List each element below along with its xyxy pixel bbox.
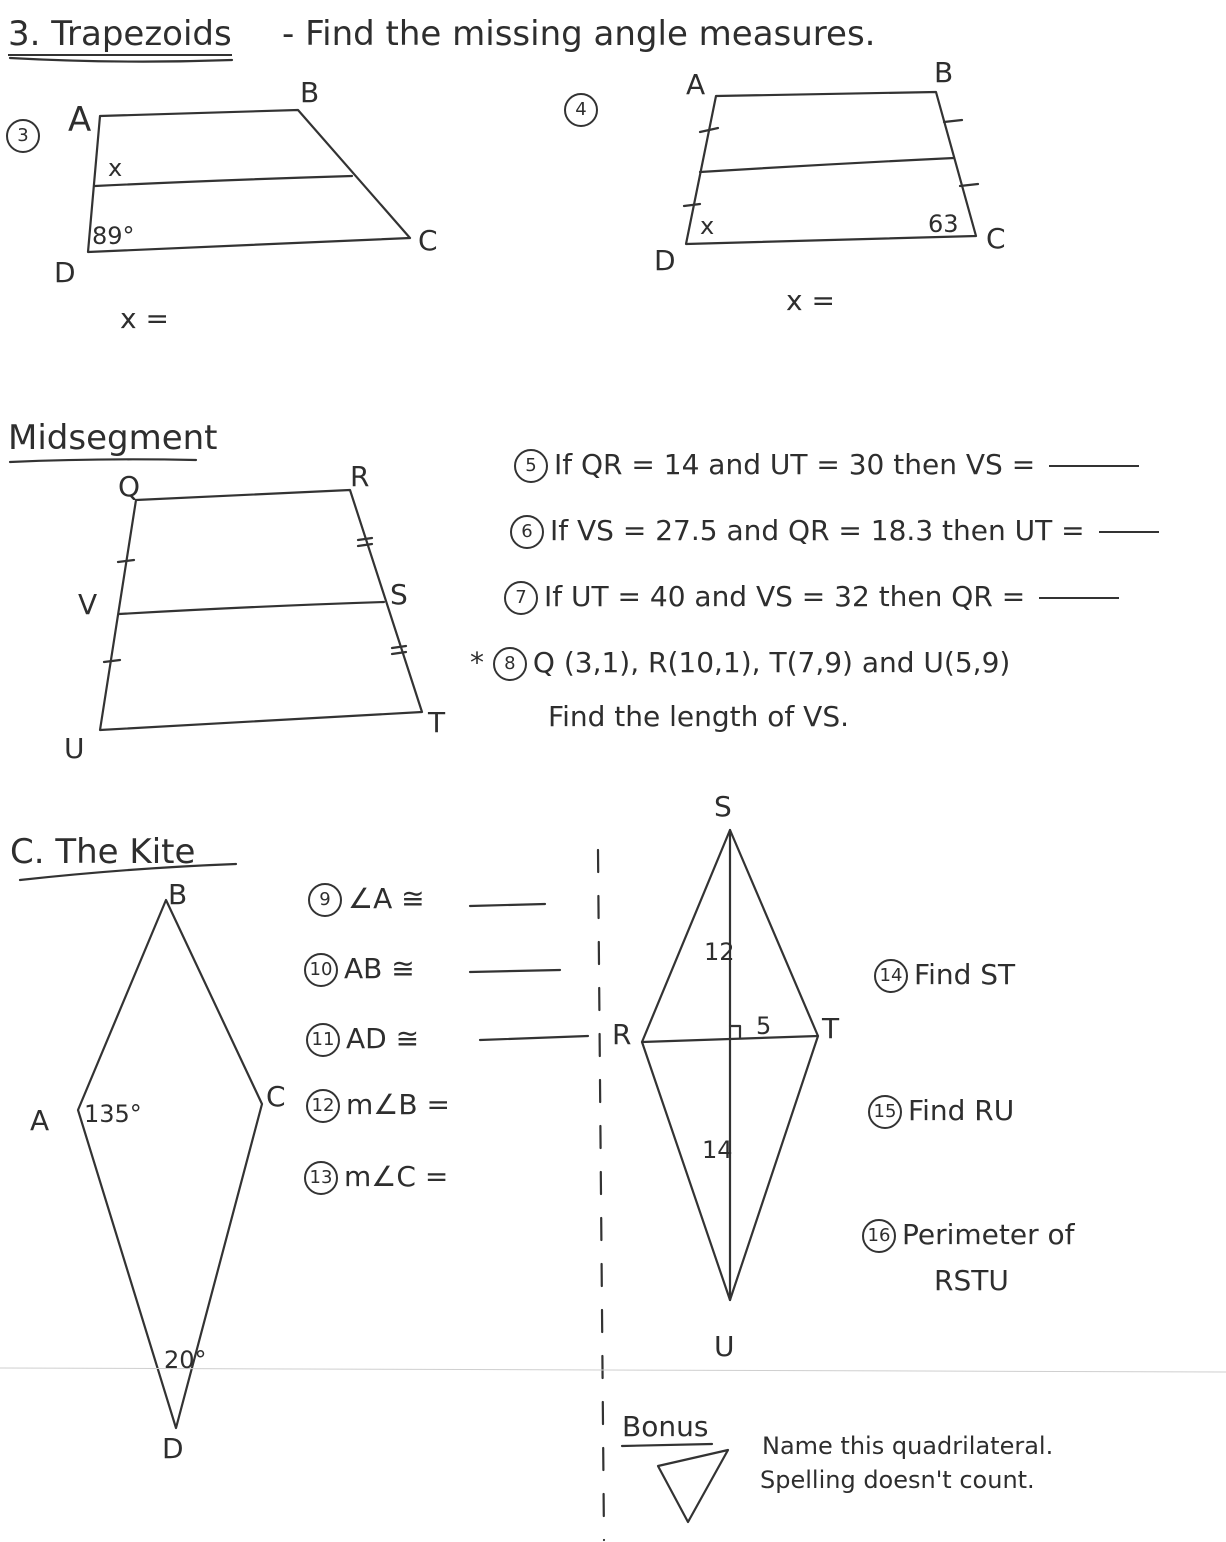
midsegment-label-v: V <box>78 588 98 621</box>
kite-label-c: C <box>266 1080 286 1113</box>
trapezoids-heading-underline <box>10 58 232 62</box>
trapezoid-3-label-b: B <box>300 76 320 109</box>
bonus-underline <box>622 1444 712 1446</box>
question-8-line-2: Find the length of VS. <box>548 700 849 733</box>
trapezoid-3-angle-x: x <box>108 154 123 182</box>
midsegment-label-s: S <box>390 578 408 611</box>
right-angle-mark <box>730 1026 740 1038</box>
bonus-line-1: Name this quadrilateral. <box>762 1432 1054 1460</box>
question-16: 16 Perimeter of <box>862 1218 1075 1253</box>
dashed-divider <box>598 850 604 1540</box>
kite-label-b: B <box>168 878 188 911</box>
problem-4-number: 4 <box>564 92 604 127</box>
bonus-line-2: Spelling doesn't count. <box>760 1466 1035 1494</box>
answer-blank-11 <box>480 1036 588 1040</box>
question-7: 7 If UT = 40 and VS = 32 then QR = <box>504 580 1119 615</box>
trapezoid-4-angle-x: x <box>700 212 715 240</box>
trapezoid-4-label-c: C <box>986 222 1006 255</box>
bonus-heading: Bonus <box>622 1410 709 1443</box>
trapezoid-3-label-d: D <box>54 256 76 289</box>
kite2-label-s: S <box>714 790 732 823</box>
kite2-label-r: R <box>612 1018 632 1051</box>
trapezoid-3-label-c: C <box>418 224 438 257</box>
midsegment-tick-marks <box>104 538 406 662</box>
bonus-shape <box>658 1450 728 1522</box>
trapezoid-3-angle-d: 89° <box>92 222 135 250</box>
kite-heading: C. The Kite <box>10 832 196 872</box>
midsegment-label-q: Q <box>118 470 141 503</box>
question-14: 14 Find ST <box>874 958 1015 993</box>
instruction-text: - Find the missing angle measures. <box>282 14 876 54</box>
kite-angle-a: 135° <box>84 1100 142 1128</box>
kite2-segment-right: 5 <box>756 1012 772 1040</box>
midsegment-trapezoid-shape <box>100 490 422 730</box>
problem-3-answer: x = <box>120 302 169 335</box>
kite-label-d: D <box>162 1432 184 1465</box>
trapezoid-4-label-d: D <box>654 244 676 277</box>
answer-blank-10 <box>470 970 560 972</box>
question-8: * 8 Q (3,1), R(10,1), T(7,9) and U(5,9) <box>470 646 1011 679</box>
question-13: 13 m∠C = <box>304 1160 448 1195</box>
kite2-segment-top: 12 <box>704 938 735 966</box>
trapezoid-3-midsegment <box>95 176 352 186</box>
question-16-line-2: RSTU <box>934 1264 1009 1297</box>
midsegment-heading-underline <box>10 459 196 462</box>
question-11: 11 AD ≅ <box>306 1022 419 1057</box>
kite2-label-t: T <box>822 1012 840 1045</box>
question-15: 15 Find RU <box>868 1094 1014 1129</box>
trapezoid-3-shape <box>88 110 410 252</box>
question-9: 9 ∠A ≅ <box>308 882 425 917</box>
trapezoid-4-label-a: A <box>686 68 706 101</box>
kite-angle-d: 20° <box>164 1346 207 1374</box>
question-5: 5 If QR = 14 and UT = 30 then VS = <box>514 448 1139 483</box>
kite-label-a: A <box>30 1104 50 1137</box>
problem-4-answer: x = <box>786 284 835 317</box>
kite2-label-u: U <box>714 1330 735 1363</box>
trapezoid-4-midsegment <box>700 158 954 172</box>
trapezoid-4-label-b: B <box>934 56 954 89</box>
question-12: 12 m∠B = <box>306 1088 450 1123</box>
midsegment-label-r: R <box>350 460 370 493</box>
midsegment-label-t: T <box>428 706 446 739</box>
midsegment-heading: Midsegment <box>8 418 218 458</box>
question-6: 6 If VS = 27.5 and QR = 18.3 then UT = <box>510 514 1159 549</box>
answer-blank-9 <box>470 904 545 906</box>
trapezoids-heading: 3. Trapezoids <box>8 14 232 54</box>
kite2-segment-bottom: 14 <box>702 1136 733 1164</box>
problem-3-number: 3 <box>6 118 46 153</box>
question-10: 10 AB ≅ <box>304 952 415 987</box>
trapezoid-3-label-a: A <box>68 100 92 140</box>
midsegment-label-u: U <box>64 732 85 765</box>
midsegment-line-vs <box>119 602 384 614</box>
trapezoid-4-tick-marks <box>684 120 978 206</box>
trapezoid-4-angle-c: 63 <box>928 210 959 238</box>
